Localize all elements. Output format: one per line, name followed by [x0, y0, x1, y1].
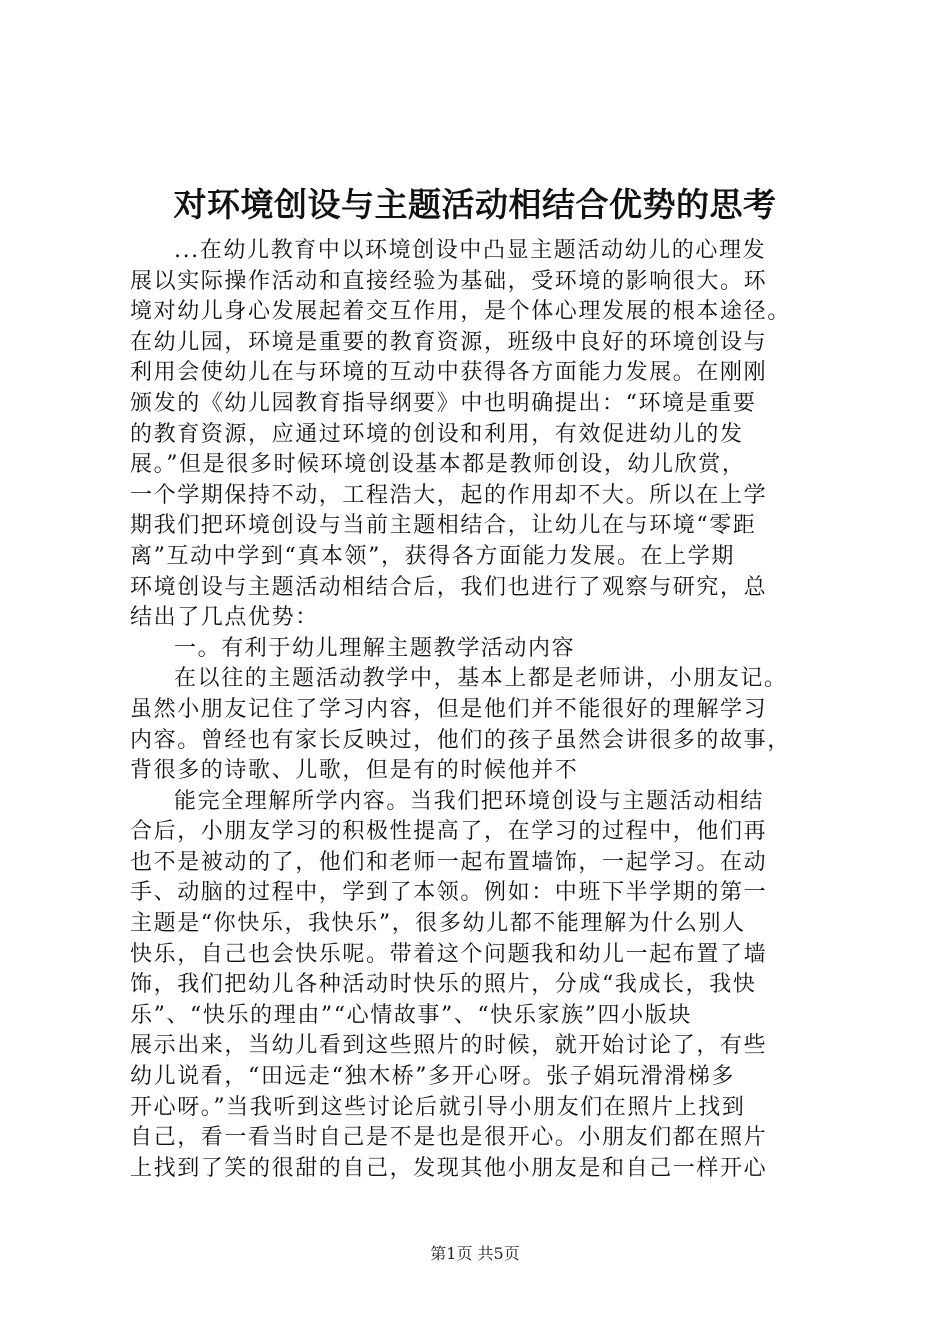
paragraph-line: 自己，看一看当时自己是不是也是很开心。小朋友们都在照片: [130, 1125, 768, 1151]
paragraph-line: 展示出来，当幼儿看到这些照片的时候，就开始讨论了，有些: [130, 1033, 768, 1059]
paragraph-line: 饰，我们把幼儿各种活动时快乐的照片，分成“我成长，我快: [130, 972, 757, 998]
paragraph-line: 开心呀。”当我听到这些讨论后就引导小朋友们在照片上找到: [130, 1094, 746, 1120]
document-title: 对环境创设与主题活动相结合优势的思考: [173, 185, 777, 224]
paragraph-line: 期我们把环境创设与当前主题相结合，让幼儿在与环境“零距: [130, 513, 757, 539]
paragraph-line: 展以实际操作活动和直接经验为基础，受环境的影响很大。环: [130, 268, 768, 294]
paragraph-line: 主题是“你快乐，我快乐”，很多幼儿都不能理解为什么别人: [130, 911, 746, 937]
paragraph-line: 展。”但是很多时候环境创设基本都是教师创设，幼儿欣赏，: [130, 452, 746, 478]
paragraph-line: 的教育资源，应通过环境的创设和利用，有效促进幼儿的发: [130, 421, 744, 447]
paragraph-line: 结出了几点优势：: [130, 605, 319, 631]
paragraph-line: 背很多的诗歌、儿歌，但是有的时候他并不: [130, 758, 579, 784]
paragraph-line: 幼儿说看，“田远走“独木桥”多开心呀。张子娟玩滑滑梯多: [130, 1064, 735, 1090]
paragraph-line: 虽然小朋友记住了学习内容，但是他们并不能很好的理解学习: [130, 696, 768, 722]
paragraph-line: ...在幼儿教育中以环境创设中凸显主题活动幼儿的心理发: [174, 238, 767, 263]
paragraph-line: 快乐，自己也会快乐呢。带着这个问题我和幼儿一起布置了墙: [130, 941, 768, 967]
paragraph-line: 手、动脑的过程中，学到了本领。例如：中班下半学期的第一: [130, 880, 768, 906]
paragraph-line: 离”互动中学到“真本领”，获得各方面能力发展。在上学期: [130, 543, 735, 569]
paragraph-line: 环境创设与主题活动相结合后，我们也进行了观察与研究，总: [130, 574, 768, 600]
paragraph-line: 合后，小朋友学习的积极性提高了，在学习的过程中，他们再: [130, 819, 768, 845]
paragraph-line: 一个学期保持不动，工程浩大，起的作用却不大。所以在上学: [130, 482, 768, 508]
paragraph-line: 上找到了笑的很甜的自己，发现其他小朋友是和自己一样开心: [130, 1155, 768, 1181]
paragraph-line: 利用会使幼儿在与环境的互动中获得各方面能力发展。在刚刚: [130, 360, 768, 386]
paragraph-line: 乐”、“快乐的理由”“心情故事”、“快乐家族”四小版块: [130, 1002, 692, 1028]
paragraph-line: 颁发的《幼儿园教育指导纲要》中也明确提出：“环境是重要: [130, 390, 757, 416]
paragraph-line: 在以往的主题活动教学中，基本上都是老师讲，小朋友记。: [174, 666, 788, 692]
paragraph-line: 能完全理解所学内容。当我们把环境创设与主题活动相结: [174, 788, 765, 814]
paragraph-line: 内容。曾经也有家长反映过，他们的孩子虽然会讲很多的故事，: [130, 727, 791, 753]
page-number-footer: 第1页 共5页: [430, 1244, 520, 1263]
paragraph-line: 在幼儿园，环境是重要的教育资源，班级中良好的环境创设与: [130, 329, 768, 355]
document-body: [130, 236, 840, 1184]
section-heading: 一。有利于幼儿理解主题教学活动内容: [174, 635, 576, 661]
paragraph-line: 也不是被动的了，他们和老师一起布置墙饰，一起学习。在动: [130, 849, 768, 875]
paragraph-line: 境对幼儿身心发展起着交互作用，是个体心理发展的根本途径。: [130, 299, 791, 325]
